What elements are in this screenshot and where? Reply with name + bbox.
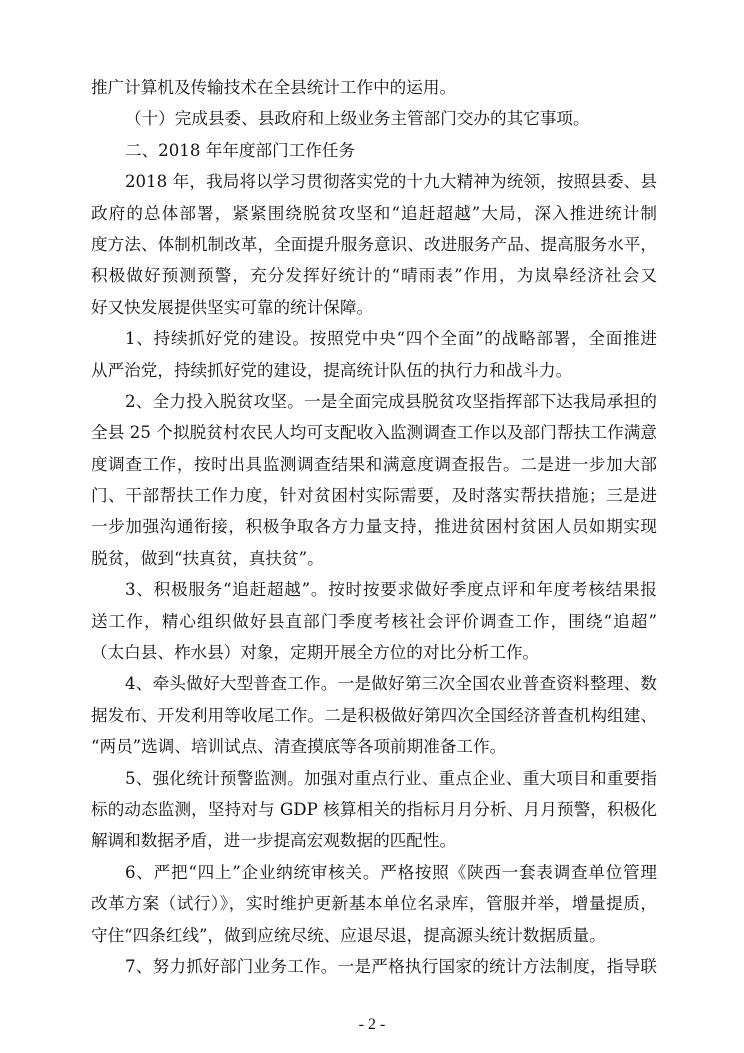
text-line: 2、全力投入脱贫攻坚。一是全面完成县脱贫攻坚指挥部下达我局承担的 [125,391,657,411]
text-line: 度方法、体制机制改革，全面提升服务意识、改进服务产品、提高服务水平， [91,234,657,254]
text-line: 一步加强沟通衔接，积极争取各方力量支持，推进贫困村贫困人员如期实现 [91,517,657,537]
text-line: 标的动态监测，坚持对与 GDP 核算相关的指标月月分析、月月预警，积极化 [91,799,657,819]
text-line: 据发布、开发利用等收尾工作。二是积极做好第四次全国经济普查机构组建、 [91,705,657,725]
text-line: 6、严把“四上”企业纳统审核关。严格按照《陕西一套表调查单位管理 [125,862,657,882]
page-number: - 2 - [358,1016,386,1033]
text-line: 全县 25 个拟脱贫村农民人均可支配收入监测调查工作以及部门帮扶工作满意 [91,423,657,443]
text-line: （太白县、柞水县）对象，定期开展全方位的对比分析工作。 [91,643,540,663]
text-line: 2018 年，我局将以学习贯彻落实党的十九大精神为统领，按照县委、县 [125,172,657,192]
text-line: 从严治党，持续抓好党的建设，提高统计队伍的执行力和战斗力。 [91,360,573,380]
text-line: 门、干部帮扶工作力度，针对贫困村实际需要，及时落实帮扶措施；三是进 [91,486,657,506]
text-line: 积极做好预测预警，充分发挥好统计的“晴雨表”作用，为岚皋经济社会又 [91,266,657,286]
text-line: 5、强化统计预警监测。加强对重点行业、重点企业、重大项目和重要指 [125,768,657,788]
text-line: 送工作，精心组织做好县直部门季度考核社会评价调查工作，围绕“追超” [91,611,657,631]
text-line: 4、牵头做好大型普查工作。一是做好第三次全国农业普查资料整理、数 [125,674,657,694]
text-line: 改革方案（试行）》，实时维护更新基本单位名录库，管服并举，增量提质， [91,894,657,914]
text-line: （十）完成县委、县政府和上级业务主管部门交办的其它事项。 [125,109,590,129]
text-line: “两员”选调、培训试点、清查摸底等各项前期准备工作。 [91,737,507,757]
text-line: 推广计算机及传输技术在全县统计工作中的运用。 [91,78,457,97]
text-line: 好又快发展提供坚实可靠的统计保障。 [91,297,374,317]
text-line: 7、努力抓好部门业务工作。一是严格执行国家的统计方法制度，指导联 [125,956,657,976]
text-line: 解调和数据矛盾，进一步提高宏观数据的匹配性。 [91,831,457,851]
text-line: 守住“四条红线”，做到应统尽统、应退尽退，提高源头统计数据质量。 [91,925,606,945]
text-line: 二、2018 年年度部门工作任务 [125,140,356,160]
text-line: 脱贫，做到“扶真贫，真扶贫”。 [91,548,324,568]
document-body [91,72,657,982]
text-line: 度调查工作，按时出具监测调查结果和满意度调查报告。二是进一步加大部 [91,454,657,474]
text-line: 3、积极服务“追赶超越”。按时按要求做好季度点评和年度考核结果报 [125,580,657,600]
text-line: 政府的总体部署，紧紧围绕脱贫攻坚和“追赶超越”大局，深入推进统计制 [91,203,657,223]
text-line: 1、持续抓好党的建设。按照党中央“四个全面”的战略部署，全面推进 [125,329,657,349]
